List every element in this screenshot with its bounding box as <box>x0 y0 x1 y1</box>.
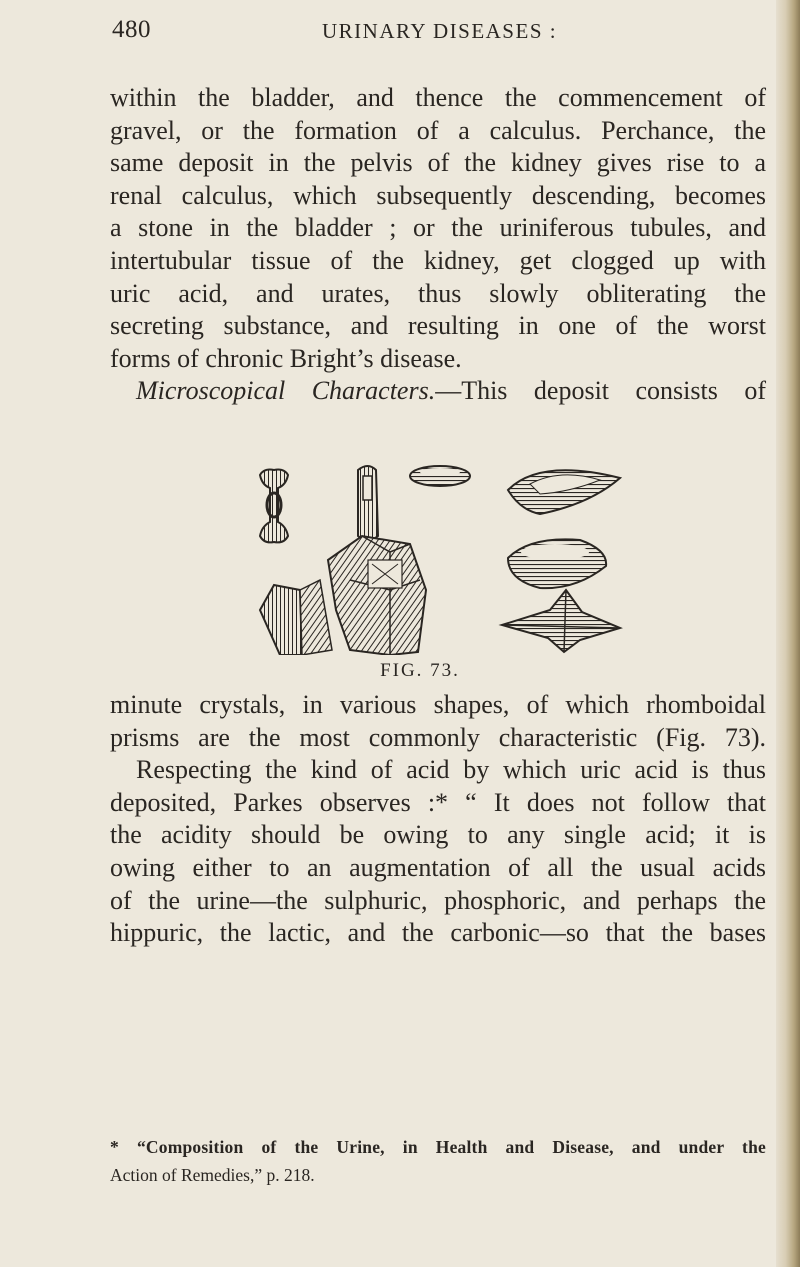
prism-cluster-crystal <box>260 580 332 655</box>
text-line: uric acid, and urates, thus slowly obliterating the <box>110 278 766 308</box>
rhomboid-crystal-large <box>508 470 620 514</box>
page-edge <box>776 0 800 1267</box>
text-line: renal calculus, which subsequently descending, becomes <box>110 180 766 210</box>
text-line: owing either to an augmentation of all the usual acids <box>110 852 766 882</box>
rosette-crystal <box>502 590 620 652</box>
text-line: the acidity should be owing to any single acid; it is <box>110 820 766 850</box>
footnote-line: Action of Remedies,” p. 218. <box>110 1165 315 1185</box>
text-line: intertubular tissue of the kidney, get clogged up with <box>110 245 766 275</box>
rhomboid-crystal-middle <box>508 539 606 588</box>
subsection-heading: Microscopical Characters. <box>136 376 436 406</box>
footnote-line: * “Composition of the Urine, in Health and Disease, and under the <box>110 1137 766 1157</box>
dumbbell-crystal <box>260 470 288 543</box>
page-number: 480 <box>112 16 151 43</box>
figure-73 <box>240 440 640 690</box>
text-line: within the bladder, and thence the commencement of <box>110 83 766 112</box>
central-cluster-crystal <box>328 536 426 655</box>
footnote <box>110 1133 766 1189</box>
text-line: minute crystals, in various shapes, of which rhomboidal <box>110 690 766 719</box>
body-text-top <box>110 82 766 408</box>
crystal-illustration <box>240 440 640 655</box>
text-line: of the urine—the sulphuric, phosphoric, and perhaps the <box>110 885 766 915</box>
text-line: Respecting the kind of acid by which uric acid is thus <box>136 755 766 785</box>
figure-caption: FIG. 73. <box>380 660 460 681</box>
text-line: prisms are the most commonly characteristic (Fig. 73). <box>110 722 766 752</box>
text-line: hippuric, the lactic, and the carbonic—so that the bases <box>110 918 766 948</box>
text-line: secreting substance, and resulting in one of the worst <box>110 311 766 341</box>
text-line: forms of chronic Bright’s disease. <box>110 343 462 373</box>
text-line: deposited, Parkes observes :* “ It does not follow that <box>110 787 766 817</box>
text-line: gravel, or the formation of a calculus. Perchance, the <box>110 115 766 145</box>
tall-prism-crystal <box>358 466 378 540</box>
page-header <box>112 10 732 50</box>
text-line: a stone in the bladder ; or the uriniferous tubules, and <box>110 213 766 243</box>
text-line: same deposit in the pelvis of the kidney gives rise to a <box>110 148 766 178</box>
flat-lozenge-crystal <box>410 466 470 486</box>
subsection-line <box>110 375 766 408</box>
running-head: URINARY DISEASES : <box>322 19 558 43</box>
body-text-bottom <box>110 689 766 950</box>
subsection-lead: —This deposit consists of <box>435 376 766 406</box>
